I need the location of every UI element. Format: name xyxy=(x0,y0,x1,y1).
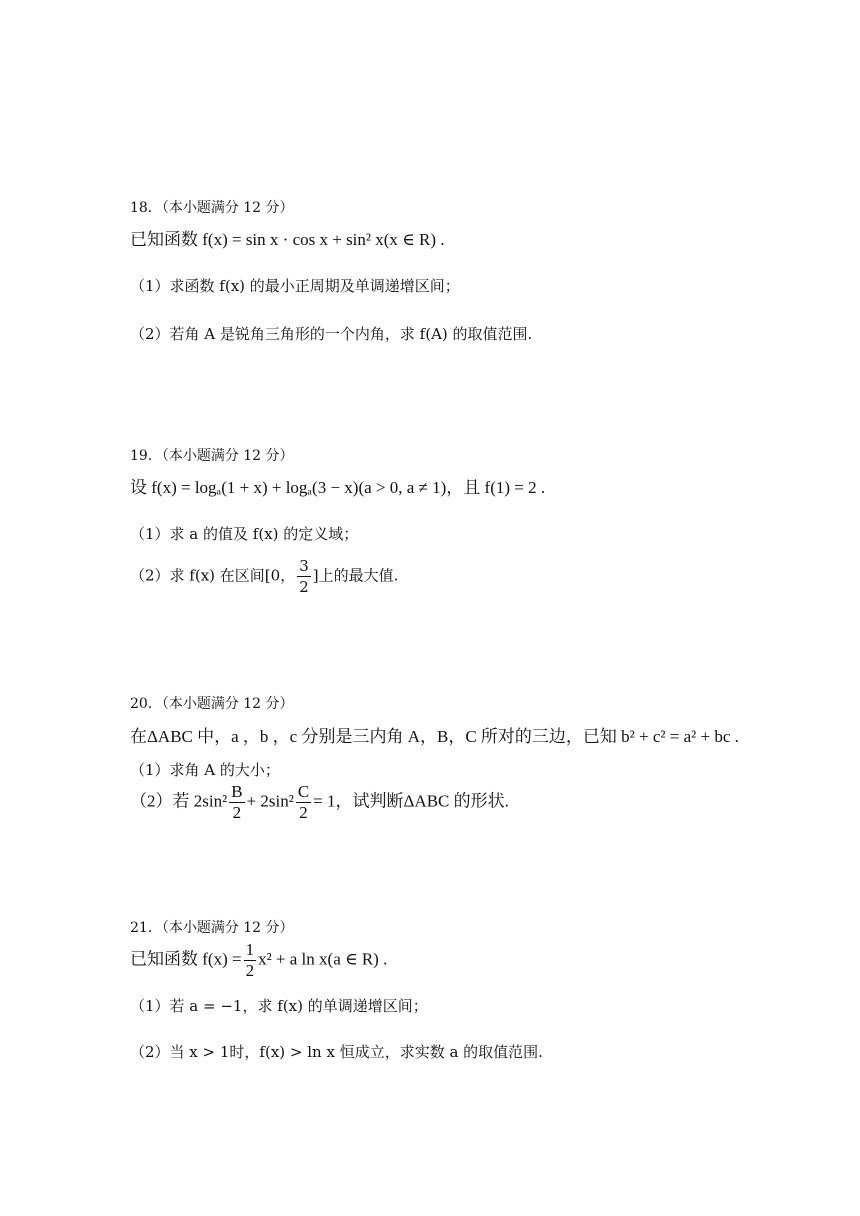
fraction-denominator: 2 xyxy=(245,961,255,980)
problem-19-header: 19．（本小题满分 12 分） xyxy=(130,448,294,464)
part-2-text-end: ]上的最大值. xyxy=(312,566,399,585)
problem-18-header: 18．（本小题满分 12 分） xyxy=(130,200,294,216)
problem-21-header: 21．（本小题满分 12 分） xyxy=(130,920,294,936)
fraction-three-halves xyxy=(297,556,311,597)
fraction-b-over-2 xyxy=(229,782,244,823)
fraction-numerator: B xyxy=(231,782,243,801)
problem-18-part-2: （2）若角 A 是锐角三角形的一个内角，求 f(A) 的取值范围. xyxy=(130,325,533,343)
problem-20-statement: 在ΔABC 中，a ，b ，c 分别是三内角 A，B，C 所对的三边，已知 b² + c² = a² + bc . xyxy=(130,727,739,746)
problem-20-part-1: （1）求角 A 的大小； xyxy=(130,761,280,779)
problem-19-part-1: （1）求 a 的值及 f(x) 的定义域； xyxy=(130,525,359,543)
fraction-c-over-2 xyxy=(296,782,311,823)
problem-19-part-2 xyxy=(130,556,398,597)
problem-18-part-1: （1）求函数 f(x) 的最小正周期及单调递增区间； xyxy=(130,277,460,295)
fraction-denominator: 2 xyxy=(299,578,309,596)
problem-21-part-1: （1）若 a = −1，求 f(x) 的单调递增区间； xyxy=(130,997,428,1015)
problem-21-statement xyxy=(130,940,387,981)
fraction-numerator: C xyxy=(297,782,310,801)
statement-post: x² + a ln x(a ∈ R) . xyxy=(258,949,388,969)
problem-20-header: 20．（本小题满分 12 分） xyxy=(130,696,294,712)
part-2-suffix: = 1，试判断ΔABC 的形状. xyxy=(313,791,509,811)
part-2-prefix: （2）若 2sin² xyxy=(130,791,228,811)
part-2-text-start: （2）求 f(x) 在区间[0， xyxy=(130,566,296,585)
problem-21-part-2: （2）当 x > 1时，f(x) > ln x 恒成立，求实数 a 的取值范围. xyxy=(130,1043,543,1061)
fraction-denominator: 2 xyxy=(232,803,242,822)
statement-pre: 已知函数 f(x) = xyxy=(130,949,242,969)
problem-20-part-2 xyxy=(130,782,509,823)
problem-18-statement: 已知函数 f(x) = sin x · cos x + sin² x(x ∈ R) . xyxy=(130,230,445,249)
part-2-middle: + 2sin² xyxy=(246,791,294,811)
fraction-one-half xyxy=(244,940,257,981)
fraction-numerator: 1 xyxy=(245,940,255,959)
fraction-numerator: 3 xyxy=(299,557,309,575)
problem-19-statement: 设 f(x) = logₐ(1 + x) + logₐ(3 − x)(a > 0, a ≠ 1)，且 f(1) = 2 . xyxy=(130,478,546,497)
fraction-denominator: 2 xyxy=(299,803,308,822)
